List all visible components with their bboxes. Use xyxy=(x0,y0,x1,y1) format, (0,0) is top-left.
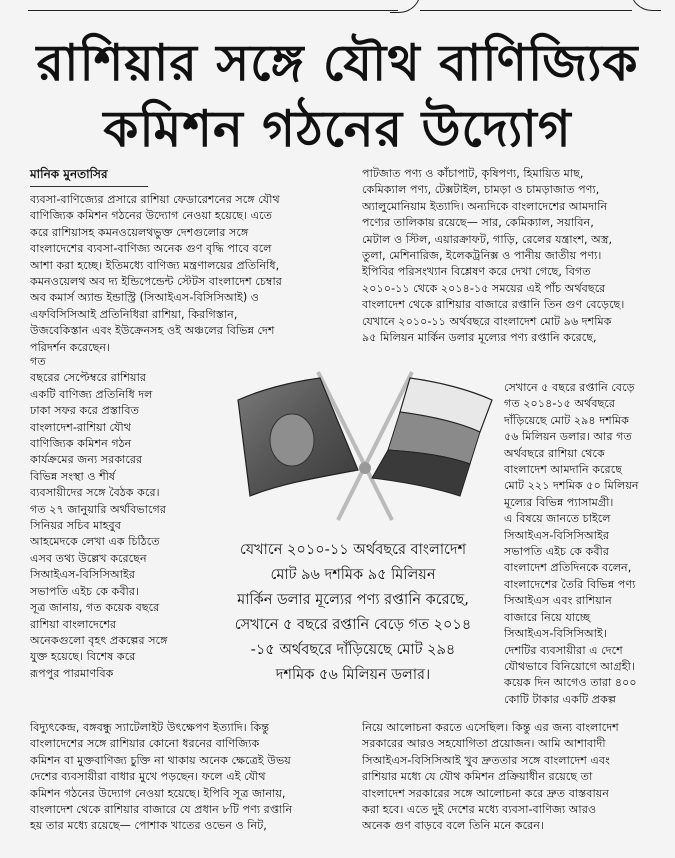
top-rule-curve-left xyxy=(390,0,421,13)
right-col-top-line: মেটাল ও স্টিল, এয়ারক্রাফট, গাড়ি, রেলের যন্ত্রাংশ, অস্ত্র, xyxy=(362,232,613,246)
right-col-narrow-line: বাজারে নিয়ে যাচ্ছে xyxy=(504,610,591,624)
bottom-left-line: দেশের ব্যবসায়ীরা বাধার মুখে পড়ছেন। ফলে এই যৌথ xyxy=(30,770,266,784)
right-col-narrow-line: গত ২০১৪-১৫ অর্থবছরে xyxy=(504,397,616,411)
right-col-narrow-line: ৫৬ মিলিয়ন ডলার। আর গত xyxy=(504,430,632,444)
byline-underline xyxy=(30,186,148,187)
bottom-left-line: বিদ্যুৎকেন্দ্র, বঙ্গবন্ধু স্যাটেলাইট উৎক্ষেপণ ইত্যাদি। কিন্তু xyxy=(30,721,270,734)
bottom-right-column xyxy=(362,720,652,835)
right-column-top xyxy=(362,166,652,346)
bottom-right-line: করা হবে। এতে দুই দেশের মধ্যে ব্যবসা-বাণিজ্য আরও xyxy=(362,803,597,817)
right-col-narrow-line: এ বিষয়ে জানতে চাইলে xyxy=(504,512,611,526)
left-col-narrow-line: ব্যবসায়ীদের সঙ্গে বৈঠক করে। xyxy=(30,486,160,500)
top-rule-curve-right xyxy=(630,0,661,11)
left-col-narrow-line: আহমেদকে লেখা এক চিঠিতে xyxy=(30,535,160,549)
right-column-narrow xyxy=(504,380,654,708)
bottom-left-line: বাংলাদেশের সঙ্গে রাশিয়ার কোনো ধরনের বাণিজ্যিক xyxy=(30,737,260,751)
left-col-top-line: করে রাশিয়াসহ কমনওয়েলথভুক্ত দেশগুলোর সঙ্গে xyxy=(30,225,249,239)
pullquote-line: সেখানে ৫ বছরে রপ্তানি বেড়ে গত ২০১৪ xyxy=(234,617,472,633)
right-col-narrow-line: বাংলাদেশের তৈরি বিভিন্ন পণ্য xyxy=(504,577,636,591)
pullquote-line: মার্কিন ডলার মূল্যের পণ্য রপ্তানি করেছে, xyxy=(237,592,469,608)
bottom-right-line: অনেক গুণ বাড়বে বলে তিনি মনে করেন। xyxy=(362,819,544,833)
right-col-narrow-line: সিআইএস-বিসিসিআইর xyxy=(504,528,610,542)
top-rule-left xyxy=(28,10,398,11)
bottom-right-line: সিআইএস-বিসিসিআই খুব দ্রুততার সঙ্গে বাংলাদেশ এবং xyxy=(362,753,610,767)
pullquote-line: মোট ৯৬ দশমিক ৯৫ মিলিয়ন xyxy=(270,567,436,583)
pullquote-line: দশমিক ৫৬ মিলিয়ন ডলার। xyxy=(275,667,431,683)
left-col-top-line: অব কমার্স অ্যান্ড ইন্ডাস্ট্রি (সিআইএস-বিসিসিআই) ও xyxy=(30,291,259,305)
bottom-right-line: রাশিয়ার মধ্যে যে যৌথ কমিশন প্রক্রিয়াধীন রয়েছে তা xyxy=(362,770,593,784)
byline: মানিক মুনতাসির xyxy=(30,167,108,181)
right-col-narrow-line: বাংলাদেশ আমদানি করেছে xyxy=(504,463,622,477)
pullquote-line: -১৫ অর্থবছরে দাঁড়িয়েছে মোট ২৯৪ xyxy=(250,642,456,658)
right-col-narrow-line: অর্থবছরে রাশিয়া থেকে xyxy=(504,446,605,460)
left-col-narrow-line: বাংলাদেশ-রাশিয়া যৌথ xyxy=(30,420,131,434)
right-col-narrow-line: মূল্যের বিভিন্ন প্যাসামগ্রী। xyxy=(504,495,614,509)
bottom-left-line: কমিশন গঠনের উদ্যোগ নেওয়া হয়েছে। ইপিবি সূত্র জানায়, xyxy=(30,786,286,800)
left-col-narrow-line: একটি বাণিজ্য প্রতিনিধি দল xyxy=(30,387,153,401)
right-col-narrow-line: সেখানে ৫ বছরে রপ্তানি বেড়ে xyxy=(504,381,635,394)
bangladesh-flag xyxy=(238,378,358,496)
left-col-narrow-line: এসব তথ্য উল্লেখ করেছেন xyxy=(30,551,147,565)
right-col-top-line: ৯৫ মিলিয়ন মার্কিন ডলার মূল্যের পণ্য রপ্তানি করেছে, xyxy=(362,331,597,345)
right-col-top-line: কেমিক্যাল পণ্য, টেক্সটাইল, চামড়া ও চামড়াজাত পণ্য, xyxy=(362,183,600,197)
right-col-narrow-line: দাঁড়িয়েছে মোট ২৯৪ দশমিক xyxy=(504,413,629,427)
left-col-top-line: বাংলাদেশের ব্যবসা-বাণিজ্য অনেক গুণ বৃদ্ধি পাবে বলে xyxy=(30,242,272,256)
pullquote-line: যেখানে ২০১০-১১ অর্থবছরে বাংলাদেশ xyxy=(239,542,467,558)
crossed-flags-image xyxy=(230,360,500,530)
left-col-top-line: উজবেকিস্তান এবং ইউক্রেনসহ ওই অঞ্চলের বিভিন্ন দেশ xyxy=(30,324,275,338)
left-col-narrow-line: যুক্ত হয়েছে। বিশেষ করে xyxy=(30,650,136,664)
left-col-top-line: এফবিসিসিআই প্রতিনিধিরা রাশিয়া, কিরগিস্তান, xyxy=(30,307,238,321)
right-col-narrow-line: দেশটির ব্যবসায়ীরা এ দেশে xyxy=(504,643,623,657)
right-col-top-line: পাটজাত পণ্য ও কাঁচাপাট, কৃষিপণ্য, হিমায়িত মাছ, xyxy=(362,167,584,180)
top-rule-right xyxy=(420,10,632,11)
bottom-right-line: নিয়ে আলোচনা করতে এসেছিল। কিন্তু এর জন্য বাংলাদেশ xyxy=(362,721,619,734)
left-col-narrow-line: অনেকগুলো বৃহৎ প্রকল্পের সঙ্গে xyxy=(30,633,168,647)
right-col-narrow-line: যৌথভাবে বিনিয়োগে আগ্রহী। xyxy=(504,659,635,673)
right-col-top-line: বাংলাদেশ থেকে রাশিয়ার বাজারে রপ্তানি তিন গুণ বেড়েছে। xyxy=(362,298,625,312)
left-col-narrow-line: সভাপতি এইচ কে কবীর। xyxy=(30,584,139,598)
right-col-narrow-line: সভাপতি এইচ কে কবীর xyxy=(504,545,609,559)
left-col-top-line: বাণিজ্যিক কমিশন গঠনের উদ্যোগ নেওয়া হয়েছে। এতে xyxy=(30,209,273,223)
russia-flag xyxy=(372,378,492,496)
right-col-narrow-line: সিআইএস-বিসিসিআই। xyxy=(504,627,607,641)
right-col-top-line: অ্যালুমোনিয়াম ইত্যাদি। অন্যদিকে বাংলাদেশের আমদানি xyxy=(362,199,608,213)
right-col-top-line: তুলা, মেশিনারিজ, ইলেকট্রনিক্স ও পানীয় জাতীয় পণ্য। xyxy=(362,249,602,263)
headline-line-1: রাশিয়ার সঙ্গে যৌথ বাণিজ্যিক xyxy=(36,34,639,92)
right-col-narrow-line: মোট ২২১ দশমিক ৫০ মিলিয়ন xyxy=(504,479,639,493)
left-col-narrow-line: গত ২৭ জানুয়ারি অর্থবিভাগের xyxy=(30,502,166,516)
right-col-narrow-line: কয়েক দিন আগেও তারা ৪০০ xyxy=(504,676,637,690)
bottom-left-line: হয় তার মধ্যে রয়েছে— পোশাক খাতের ওভেন ও নিট, xyxy=(30,819,267,833)
right-col-top-line: ইপিবির পরিসংখ্যান বিশ্লেষণ করে দেখা গেছে, বিগত xyxy=(362,265,591,279)
left-column-narrow xyxy=(30,354,188,682)
left-col-top-line: কমনওয়েলথ অব দ্য ইন্ডিপেন্ডেন্ট স্টেটস বাংলাদেশ চেম্বার xyxy=(30,275,282,289)
right-col-narrow-line: বাংলাদেশ প্রতিদিনকে বলেন, xyxy=(504,561,632,575)
headline xyxy=(20,30,655,162)
left-col-top-line: ব্যবসা-বাণিজ্যের প্রসারে রাশিয়া ফেডারেশনের সঙ্গে যৌথ xyxy=(30,193,280,206)
bottom-right-line: বাংলাদেশ সরকারের সঙ্গে আলোচনা করে দ্রুত বাস্তবায়ন xyxy=(362,786,609,800)
top-decorative-rule xyxy=(0,0,675,22)
headline-line-2: কমিশন গঠনের উদ্যোগ xyxy=(103,100,572,158)
bottom-left-column xyxy=(30,720,336,835)
pull-quote xyxy=(205,538,501,688)
left-column-top xyxy=(30,192,336,356)
left-col-narrow-line: রূপপুর পারমাণবিক xyxy=(30,666,114,680)
left-col-narrow-line: রাশিয়া বাংলাদেশের xyxy=(30,617,117,631)
flag-pin-knot xyxy=(359,462,371,474)
left-col-narrow-line: বাণিজ্যিক কমিশন গঠন xyxy=(30,437,132,451)
bottom-right-line: সরকারের আরও সহযোগিতা প্রয়োজন। আমি আশাবাদী xyxy=(362,737,606,751)
left-col-narrow-line: সিআইএস-বিসিসিআইর xyxy=(30,568,136,582)
right-col-top-line: যেখানে ২০১০-১১ অর্থবছরে বাংলাদেশ মোট ৯৬ দশমিক xyxy=(362,314,612,328)
bottom-left-line: বাংলাদেশ থেকে রাশিয়ার বাজারে যে প্রধান ৮টি পণ্য রপ্তানি xyxy=(30,803,293,817)
left-col-narrow-line: বছরের সেপ্টেম্বরে রাশিয়ার xyxy=(30,371,146,385)
left-col-narrow-line: বিভিন্ন সংস্থা ও শীর্ষ xyxy=(30,469,116,483)
right-col-top-line: ২০১০-১১ থেকে ২০১৪-১৫ সময়ের এই পাঁচ অর্থবছরে xyxy=(362,281,606,295)
right-col-narrow-line: কোটি টাকার একটি প্রকল্প xyxy=(504,692,616,706)
left-col-top-line: আশা করা হচ্ছে। ইতিমধ্যে বাণিজ্য মন্ত্রণালয়ের প্রতিনিধি, xyxy=(30,258,280,272)
left-col-narrow-line: গত xyxy=(30,355,46,368)
left-col-narrow-line: সূত্র জানায়, গত কয়েক বছরে xyxy=(30,601,160,615)
right-col-top-line: পণ্যের তালিকায় রয়েছে— সার, কেমিক্যাল, সয়াবিন, xyxy=(362,216,594,230)
bottom-left-line: কমিশন বা মুক্তবাণিজ্য চুক্তি না থাকায় অনেক ক্ষেত্রেই উভয় xyxy=(30,753,291,767)
right-col-narrow-line: সিআইএস এবং রাশিয়ান xyxy=(504,594,612,608)
left-col-narrow-line: ঢাকা সফর করে প্রস্তাবিত xyxy=(30,404,139,418)
left-col-top-line: পরিদর্শন করেছেন। xyxy=(30,340,111,354)
left-col-narrow-line: কার্যক্রমের জন্য সরকারের xyxy=(30,453,143,467)
left-col-narrow-line: সিনিয়র সচিব মাহবুব xyxy=(30,519,121,533)
